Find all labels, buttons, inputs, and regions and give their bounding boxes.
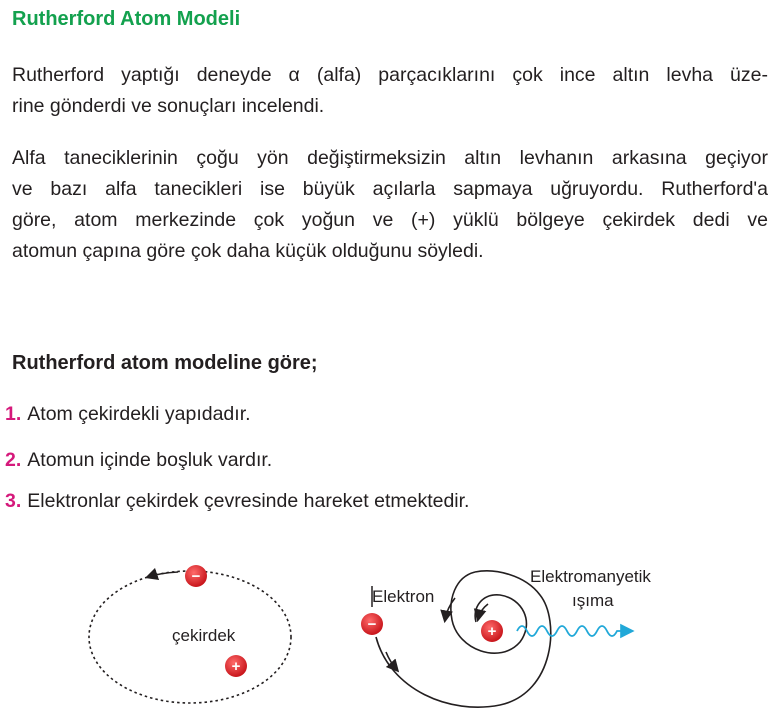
electromagnetic-wave [517, 626, 631, 636]
nucleus-label: çekirdek [172, 626, 236, 645]
nucleus-icon [481, 620, 503, 642]
section-title: Rutherford Atom Modeli [12, 8, 241, 30]
list-number: 2. [5, 449, 22, 471]
paragraph-line: Rutherford yaptığı deneyde α (alfa) parçacıklarını çok ince altın levha üze- [12, 64, 768, 86]
orbit-direction-arrow [148, 572, 178, 577]
paragraph-line: göre, atom merkezinde çok yoğun ve (+) yüklü bölgeye çekirdek dedi ve [12, 209, 768, 231]
proton-sign: + [487, 623, 497, 640]
radiation-label-line1: Elektromanyetik [530, 567, 651, 586]
list-text: Atom çekirdekli yapıdadır. [27, 403, 251, 425]
paragraph-line: Alfa taneciklerinin çoğu yön değiştirmeksizin altın levhanın arkasına geçiyor [12, 147, 768, 169]
figure-spiral-collapse [361, 567, 651, 707]
list-number: 1. [5, 403, 22, 425]
list-number: 3. [5, 490, 22, 512]
paragraph-line: ve bazı alfa tanecikleri ise büyük açılarla sapmaya uğruyordu. Rutherford'a [12, 178, 768, 200]
figure-rutherford-model [89, 565, 291, 703]
spiral-arrow-3 [478, 604, 488, 619]
spiral-arrow-2 [445, 598, 455, 620]
electron-icon [361, 613, 383, 635]
radiation-label-line2: ışıma [572, 591, 614, 610]
list-heading: Rutherford atom modeline göre; [12, 352, 318, 374]
paragraph-line: rine gönderdi ve sonuçları incelendi. [12, 95, 325, 117]
paragraph-line: atomun çapına göre çok daha küçük olduğunu söyledi. [12, 240, 484, 262]
nucleus-icon [225, 655, 247, 677]
proton-sign: + [231, 658, 241, 675]
list-text: Elektronlar çekirdek çevresinde hareket etmektedir. [27, 490, 470, 512]
electron-sign: − [367, 616, 377, 633]
electron-sign: − [191, 568, 201, 585]
electron-label: Elektron [372, 587, 435, 606]
list-text: Atomun içinde boşluk vardır. [27, 449, 273, 471]
electron-icon [185, 565, 207, 587]
